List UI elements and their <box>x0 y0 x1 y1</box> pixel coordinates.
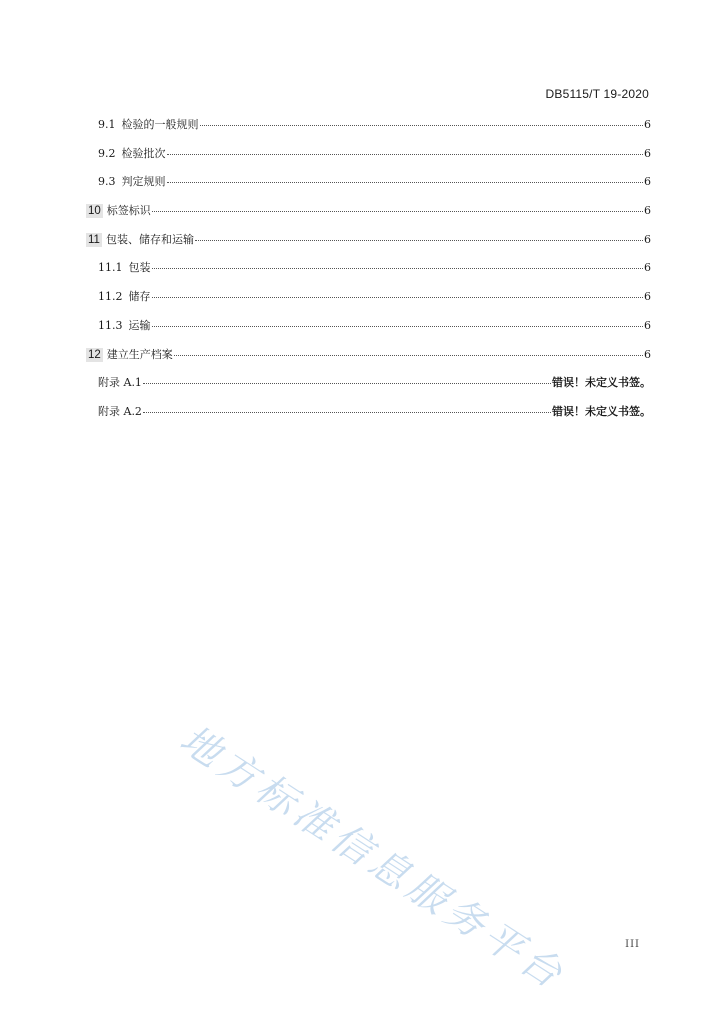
toc-entry-10[interactable] <box>86 202 651 231</box>
toc-entry-number: 9.3 <box>98 175 116 189</box>
toc-entry-11-1[interactable] <box>86 259 651 288</box>
toc-entry-11[interactable] <box>86 231 651 260</box>
table-of-contents <box>86 116 651 432</box>
toc-entry-page: 6 <box>644 261 651 275</box>
watermark: 地方标准信息服务平台 <box>171 717 574 1000</box>
toc-entry-appendix-a1[interactable] <box>86 374 651 403</box>
dot-leader <box>152 259 644 269</box>
toc-entry-number: 9.2 <box>98 146 116 160</box>
toc-entry-11-3[interactable] <box>86 317 651 346</box>
dot-leader <box>152 288 644 298</box>
dot-leader <box>167 145 644 155</box>
page-number: III <box>625 939 640 950</box>
toc-entry-page: 6 <box>644 118 651 131</box>
toc-entry-title: 附录 A.1 <box>98 376 142 390</box>
document-code: DB5115/T 19-2020 <box>545 87 649 101</box>
toc-entry-title: 检验的一般规则 <box>121 118 199 131</box>
toc-entry-page: 6 <box>644 290 651 304</box>
toc-entry-title: 附录 A.2 <box>98 404 142 418</box>
dot-leader <box>200 116 644 126</box>
toc-entry-title: 包装 <box>128 261 151 275</box>
toc-entry-9-3[interactable] <box>86 173 651 202</box>
toc-bookmark-error: 错误！未定义书签。 <box>552 376 651 390</box>
toc-chapter-number: 11 <box>88 233 100 246</box>
toc-entry-page: 6 <box>644 175 651 189</box>
toc-entry-number: 9.1 <box>98 118 116 131</box>
dot-leader <box>195 231 643 241</box>
toc-entry-number: 11.3 <box>98 318 123 332</box>
toc-entry-11-2[interactable] <box>86 288 651 317</box>
toc-chapter-number: 10 <box>88 205 101 218</box>
dot-leader <box>152 202 643 212</box>
toc-chapter-number: 12 <box>88 348 101 361</box>
toc-entry-title: 标签标识 <box>106 204 151 218</box>
toc-entry-title: 建立生产档案 <box>106 347 173 361</box>
toc-entry-title: 运输 <box>128 318 151 332</box>
toc-entry-page: 6 <box>644 318 651 332</box>
toc-entry-title: 判定规则 <box>121 175 166 189</box>
toc-entry-page: 6 <box>644 232 651 246</box>
toc-bookmark-error: 错误！未定义书签。 <box>552 404 651 418</box>
toc-entry-appendix-a2[interactable] <box>86 403 651 432</box>
dot-leader <box>167 173 644 183</box>
dot-leader <box>143 403 551 413</box>
dot-leader <box>174 346 643 356</box>
dot-leader <box>152 317 644 327</box>
toc-entry-12[interactable] <box>86 346 651 375</box>
toc-entry-title: 包装、储存和运输 <box>105 232 194 246</box>
toc-entry-page: 6 <box>644 347 651 361</box>
toc-entry-number: 11.1 <box>98 261 123 275</box>
toc-entry-title: 储存 <box>128 290 151 304</box>
toc-entry-9-2[interactable] <box>86 145 651 174</box>
toc-entry-number: 11.2 <box>98 290 123 304</box>
dot-leader <box>143 374 551 384</box>
toc-entry-page: 6 <box>644 204 651 218</box>
toc-entry-9-1[interactable] <box>86 116 651 145</box>
toc-entry-title: 检验批次 <box>121 146 166 160</box>
toc-entry-page: 6 <box>644 146 651 160</box>
